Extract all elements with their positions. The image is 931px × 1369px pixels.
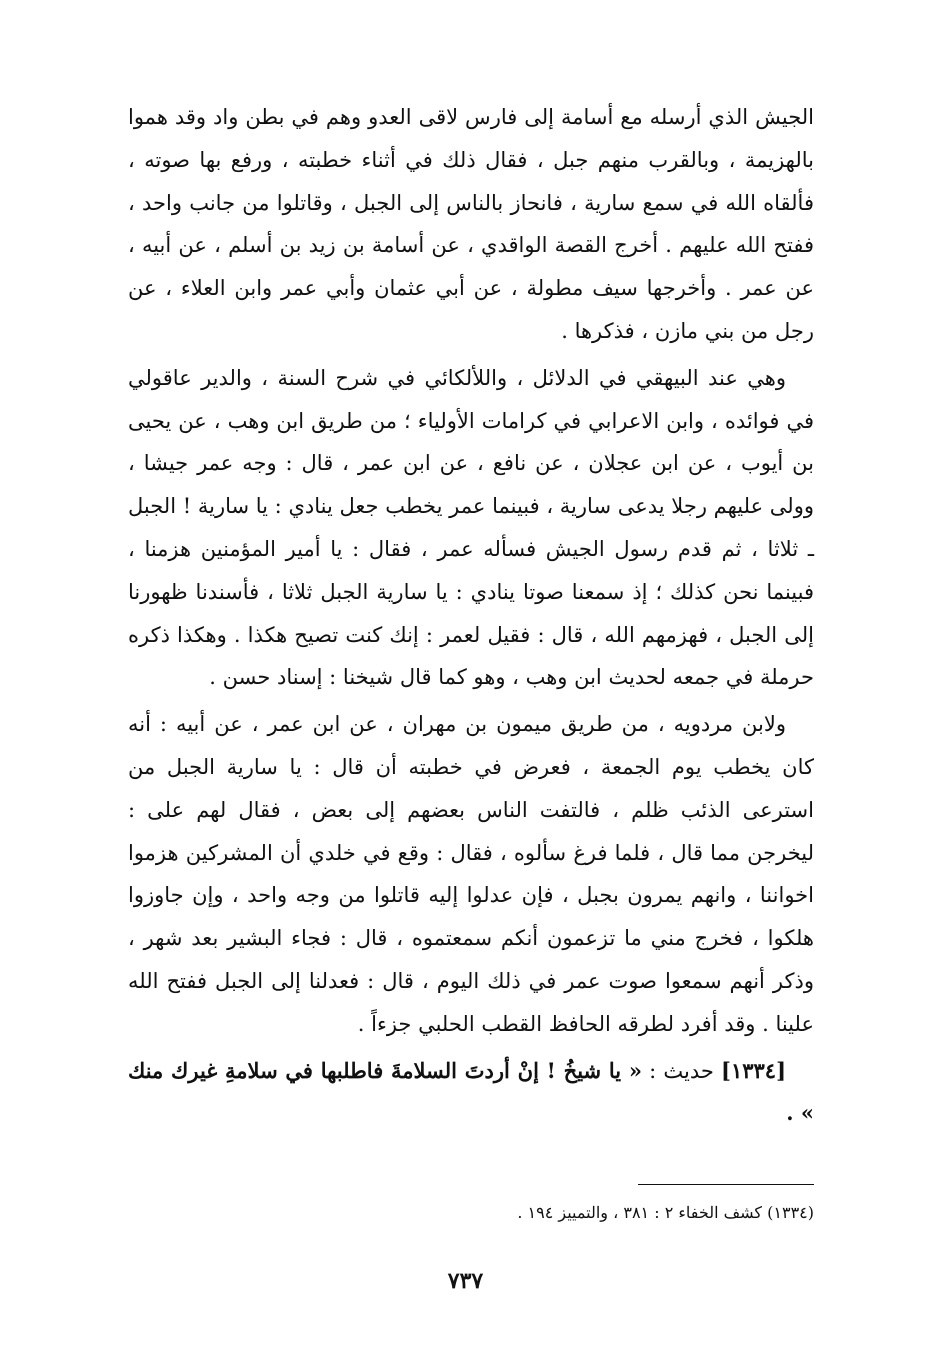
footnote-divider	[638, 1184, 814, 1185]
hadith-number: [١٣٣٤]	[721, 1057, 786, 1083]
hadith-entry	[128, 1050, 814, 1136]
paragraph-2: وهي عند البيهقي في الدلائل ، واللألكائي في شرح السنة ، والدير عاقولي في فوائده ، وابن الاعرابي في كرامات الأولياء ؛ من طريق ابن وهب ، عن يحيى بن أيوب ، عن ابن عجلان ، عن نافع ، عن ابن عمر ، قال : وجه عمر جيشا ، وولى عليهم رجلا يدعى سارية ، فبينما عمر يخطب جعل ينادي : يا سارية ! الجبل ـ ثلاثا ، ثم قدم رسول الجيش فسأله عمر ، فقال : يا أمير المؤمنين هزمنا ، فبينما نحن كذلك ؛ إذ سمعنا صوتا ينادي : يا سارية الجبل ثلاثا ، فأسندنا ظهورنا إلى الجبل ، فهزمهم الله ، قال : فقيل لعمر : إنك كنت تصيح هكذا . وهكذا ذكره حرملة في جمعه لحديث ابن وهب ، وهو كما قال شيخنا : إسناد حسن .	[128, 365, 814, 690]
paragraph-3: ولابن مردويه ، من طريق ميمون بن مهران ، عن ابن عمر ، عن أبيه : أنه كان يخطب يوم الجمعة ، فعرض في خطبته أن قال : يا سارية الجبل من استرعى الذئب ظلم ، فالتفت الناس بعضهم إلى بعض ، فقال لهم على : ليخرجن مما قال ، فلما فرغ سألوه ، فقال : وقع في خلدي أن المشركين هزموا اخواننا ، وانهم يمرون بجبل ، فإن عدلوا إليه قاتلوا من وجه واحد ، وإن جاوزوا هلكوا ، فخرج مني ما تزعمون أنكم سمعتموه ، قال : فجاء البشير بعد شهر ، وذكر أنهم سمعوا صوت عمر في ذلك اليوم ، قال : فعدلنا إلى الجبل ففتح الله علينا . وقد أفرد لطرقه الحافظ القطب الحلبي جزءاً .	[128, 712, 814, 1036]
page-number: ٧٣٧	[447, 1268, 484, 1294]
footnote: (١٣٣٤) كشف الخفاء ٢ : ٣٨١ ، والتمييز ١٩٤ .	[517, 1203, 814, 1222]
hadith-text: « يا شيخُ ! إنْ أردتَ السلامةَ فاطلبها في سلامةِ غيرك منك » .	[128, 1057, 814, 1126]
paragraph-1: الجيش الذي أرسله مع أسامة إلى فارس لاقى العدو وهم في بطن واد وقد هموا بالهزيمة ، وبالقرب منهم جبل ، فقال ذلك في أثناء خطبته ، ورفع بها صوته ، فألقاه الله في سمع سارية ، فانحاز بالناس إلى الجبل ، وقاتلوا من جانب واحد ، ففتح الله عليهم . أخرج القصة الواقدي ، عن أسامة بن زيد بن أسلم ، عن أبيه ، عن عمر . وأخرجها سيف مطولة ، عن أبي عثمان وأبي عمر وابن العلاء ، عن رجل من بني مازن ، فذكرها .	[128, 105, 814, 343]
main-text	[128, 96, 814, 1135]
hadith-label: حديث :	[649, 1058, 714, 1083]
